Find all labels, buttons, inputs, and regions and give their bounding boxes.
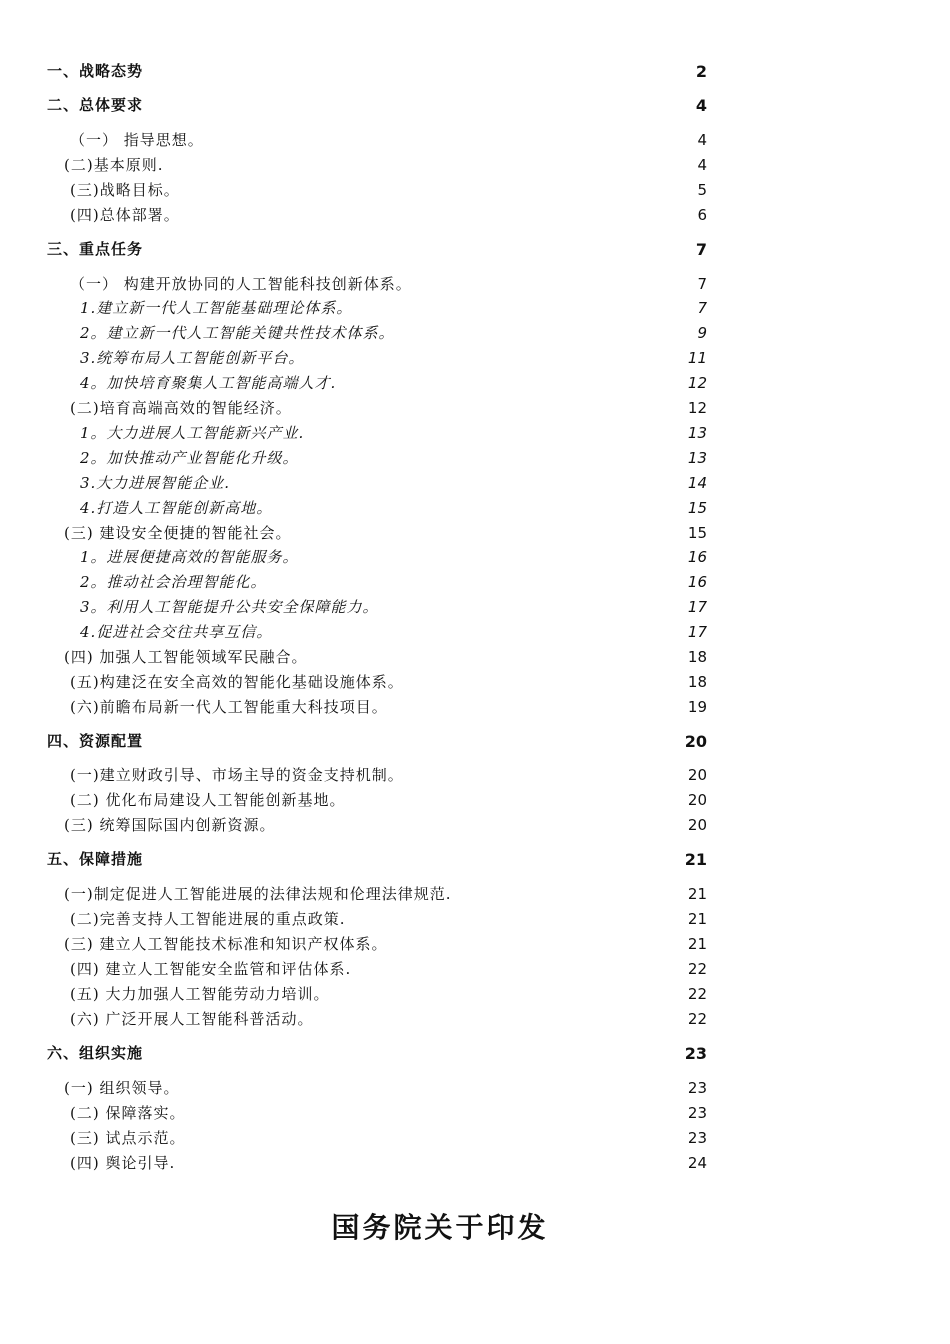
toc-entry-title: (三)战略目标。 — [70, 181, 180, 199]
toc-entry[interactable] — [0, 446, 950, 471]
toc-entry[interactable] — [0, 396, 950, 421]
toc-entry-title: (二)培育高端高效的智能经济。 — [70, 399, 292, 417]
toc-entry[interactable] — [0, 847, 950, 872]
toc-entry[interactable] — [0, 545, 950, 570]
toc-entry-title: (一) 组织领导。 — [64, 1079, 180, 1097]
toc-entry[interactable] — [0, 1076, 950, 1101]
toc-entry-title: (四)总体部署。 — [70, 206, 180, 224]
toc-entry-title: (三) 建立人工智能技术标准和知识产权体系。 — [64, 935, 388, 953]
toc-entry[interactable] — [0, 1126, 950, 1151]
toc-entry-title: 一、战略态势 — [47, 62, 144, 80]
toc-entry[interactable] — [0, 788, 950, 813]
toc-entry-page: 22 — [687, 960, 707, 978]
toc-entry[interactable] — [0, 128, 950, 153]
toc-entry-title: 4.促进社会交往共享互信。 — [80, 623, 273, 641]
toc-entry-title: 4。加快培育聚集人工智能高端人才. — [80, 374, 337, 392]
toc-entry-page: 24 — [687, 1154, 707, 1172]
toc-entry-title: （一） 指导思想。 — [70, 131, 204, 149]
toc-entry-page: 5 — [697, 181, 707, 199]
toc-entry-page: 21 — [687, 885, 707, 903]
toc-entry[interactable] — [0, 346, 950, 371]
toc-entry-page: 16 — [687, 573, 707, 591]
toc-entry[interactable] — [0, 882, 950, 907]
toc-entry-title: 1。进展便捷高效的智能服务。 — [80, 548, 299, 566]
toc-entry-title: 3。利用人工智能提升公共安全保障能力。 — [80, 598, 379, 616]
toc-entry[interactable] — [0, 595, 950, 620]
toc-entry[interactable] — [0, 272, 950, 297]
toc-entry[interactable] — [0, 203, 950, 228]
toc-entry-title: (二) 优化布局建设人工智能创新基地。 — [70, 791, 346, 809]
toc-entry-page: 4 — [697, 131, 707, 149]
toc-entry-page: 23 — [687, 1079, 707, 1097]
toc-entry-page: 13 — [687, 424, 707, 442]
toc-entry[interactable] — [0, 1007, 950, 1032]
toc-entry-title: 二、总体要求 — [47, 96, 144, 114]
toc-entry-page: 17 — [687, 623, 707, 641]
toc-entry-page: 4 — [697, 156, 707, 174]
toc-entry-page: 18 — [687, 673, 707, 691]
toc-entry-page: 20 — [687, 816, 707, 834]
toc-entry[interactable] — [0, 729, 950, 754]
toc-entry-title: (三) 统筹国际国内创新资源。 — [64, 816, 276, 834]
toc-entry[interactable] — [0, 1041, 950, 1066]
toc-entry-page: 15 — [687, 499, 707, 517]
toc-entry[interactable] — [0, 645, 950, 670]
toc-entry-page: 7 — [697, 275, 707, 293]
toc-entry-title: 四、资源配置 — [47, 732, 144, 750]
toc-entry-title: (四) 加强人工智能领域军民融合。 — [64, 648, 308, 666]
toc-entry-title: 1。大力进展人工智能新兴产业. — [80, 424, 305, 442]
toc-entry-page: 19 — [687, 698, 707, 716]
toc-entry[interactable] — [0, 153, 950, 178]
toc-entry-page: 21 — [684, 850, 707, 869]
toc-entry-page: 20 — [687, 791, 707, 809]
toc-entry[interactable] — [0, 670, 950, 695]
toc-entry[interactable] — [0, 237, 950, 262]
toc-entry[interactable] — [0, 371, 950, 396]
toc-entry[interactable] — [0, 570, 950, 595]
toc-entry[interactable] — [0, 1101, 950, 1126]
toc-entry[interactable] — [0, 1151, 950, 1176]
toc-entry-title: (四) 舆论引导. — [70, 1154, 176, 1172]
toc-entry-page: 21 — [687, 910, 707, 928]
toc-entry[interactable] — [0, 421, 950, 446]
toc-entry[interactable] — [0, 957, 950, 982]
toc-entry-title: (五) 大力加强人工智能劳动力培训。 — [70, 985, 330, 1003]
toc-entry-title: (一)制定促进人工智能进展的法律法规和伦理法律规范. — [64, 885, 452, 903]
toc-entry[interactable] — [0, 521, 950, 546]
toc-entry-page: 13 — [687, 449, 707, 467]
toc-entry-title: (四) 建立人工智能安全监管和评估体系. — [70, 960, 352, 978]
toc-entry-title: 4.打造人工智能创新高地。 — [80, 499, 273, 517]
toc-entry[interactable] — [0, 982, 950, 1007]
toc-entry-page: 17 — [687, 598, 707, 616]
toc-entry-title: (五)构建泛在安全高效的智能化基础设施体系。 — [70, 673, 404, 691]
toc-entry[interactable] — [0, 93, 950, 118]
toc-entry-title: (三) 建设安全便捷的智能社会。 — [64, 524, 292, 542]
toc-entry-title: 1.建立新一代人工智能基础理论体系。 — [80, 299, 353, 317]
toc-entry-page: 21 — [687, 935, 707, 953]
toc-entry-title: (六) 广泛开展人工智能科普活动。 — [70, 1010, 314, 1028]
toc-entry[interactable] — [0, 321, 950, 346]
toc-entry[interactable] — [0, 296, 950, 321]
toc-entry-page: 15 — [687, 524, 707, 542]
toc-entry[interactable] — [0, 763, 950, 788]
toc-entry-page: 7 — [695, 240, 707, 259]
toc-entry-title: 六、组织实施 — [47, 1044, 144, 1062]
toc-entry[interactable] — [0, 620, 950, 645]
toc-entry-page: 12 — [687, 374, 707, 392]
toc-entry[interactable] — [0, 813, 950, 838]
toc-entry-title: 2。建立新一代人工智能关键共性技术体系。 — [80, 324, 395, 342]
toc-entry[interactable] — [0, 695, 950, 720]
toc-entry-title: 五、保障措施 — [47, 850, 144, 868]
toc-entry-title: 三、重点任务 — [47, 240, 144, 258]
toc-entry[interactable] — [0, 907, 950, 932]
toc-entry-page: 22 — [687, 1010, 707, 1028]
toc-entry-title: (二) 保障落实。 — [70, 1104, 186, 1122]
toc-entry[interactable] — [0, 932, 950, 957]
toc-entry-title: (六)前瞻布局新一代人工智能重大科技项目。 — [70, 698, 388, 716]
toc-entry-page: 22 — [687, 985, 707, 1003]
toc-entry-title: 3.大力进展智能企业. — [80, 474, 231, 492]
toc-entry-title: (二)基本原则. — [64, 156, 164, 174]
toc-entry-page: 7 — [697, 299, 707, 317]
toc-entry-page: 2 — [695, 62, 707, 81]
toc-entry-page: 20 — [687, 766, 707, 784]
toc-entry-page: 12 — [687, 399, 707, 417]
toc-entry-page: 9 — [697, 324, 707, 342]
toc-entry-page: 6 — [697, 206, 707, 224]
toc-entry[interactable] — [0, 178, 950, 203]
toc-entry-page: 23 — [687, 1104, 707, 1122]
document-title: 国务院关于印发 — [331, 1211, 549, 1244]
toc-entry-title: (三) 试点示范。 — [70, 1129, 186, 1147]
toc-entry[interactable] — [0, 471, 950, 496]
toc-entry-page: 4 — [695, 96, 707, 115]
toc-entry-page: 23 — [684, 1044, 707, 1063]
toc-entry[interactable] — [0, 496, 950, 521]
toc-entry-title: 2。加快推动产业智能化升级。 — [80, 449, 299, 467]
toc-entry[interactable] — [0, 59, 950, 84]
toc-entry-title: （一） 构建开放协同的人工智能科技创新体系。 — [70, 275, 412, 293]
toc-entry-page: 20 — [684, 732, 707, 751]
toc-entry-page: 18 — [687, 648, 707, 666]
toc-entry-page: 16 — [687, 548, 707, 566]
toc-entry-page: 23 — [687, 1129, 707, 1147]
toc-entry-page: 14 — [687, 474, 707, 492]
toc-entry-title: (一)建立财政引导、市场主导的资金支持机制。 — [70, 766, 404, 784]
toc-entry-page: 11 — [687, 349, 707, 367]
toc-entry-title: 2。推动社会治理智能化。 — [80, 573, 267, 591]
toc-entry-title: 3.统筹布局人工智能创新平台。 — [80, 349, 305, 367]
toc-entry-title: (二)完善支持人工智能进展的重点政策. — [70, 910, 346, 928]
